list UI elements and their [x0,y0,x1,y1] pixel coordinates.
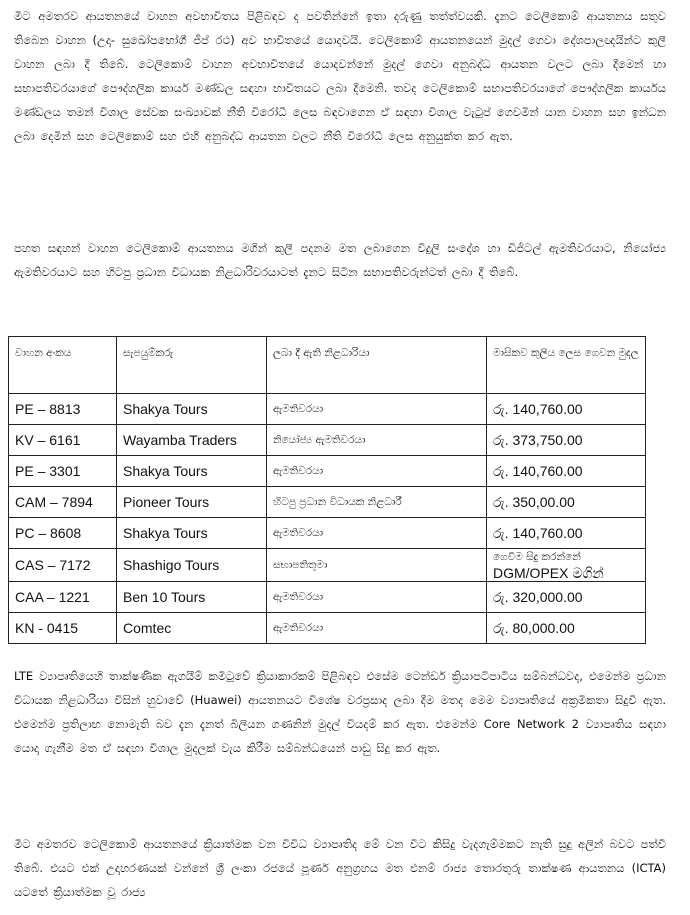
table-row [9,613,646,644]
cell-officer: ඇමතිවරයා [267,613,487,644]
cell-officer: සභාපතිතුමා [267,549,487,582]
cell-supplier: Comtec [117,613,267,644]
cell-amount: රු. 140,760.00 [487,394,646,425]
paragraph-hired-vehicles-intro: පහත සඳහන් වාහන ටෙලිකොම් ආයතනය මගින් කුලී පදනම මත ලබාගෙන විදුලි සංදේශ හා ඩිජිටල් ඇමතිවරයාට, නියෝජ්‍ය ඇමතිවරයාට සහ හිටපු ප්‍රධාන විධායක නිළධාරිවරයාටත් දැනට සිටින සභාපතිවරුන්ටත් ලබා දී තිබේ. [14,241,666,279]
paragraph-lte-project: LTE ව්‍යාපෘතියෙහි තාක්ෂණික ඇගයීම් කමිටුවේ ක්‍රියාකාරකම් පිළිබඳව එසේම ටෙන්ඩර් ක්‍රියාපටිපාටිය සම්බන්ධවද, එමෙන්ම ප්‍රධාන විධායක නිළධාරියා විසින් හුවාවේ (Huawei) ආයතනයට විශේෂ වරප්‍රසාද ලබා දීම මතද මෙම ව්‍යාපෘතියේ අක්‍රමිකතා සිදුවී ඇත. එමෙන්ම ප්‍රතිලාභ නොමැති බව දැන දැනත් බිලියන ගණනින් මුදල් වියදම් කර ඇත. එමෙන්ම Core Network 2 ව්‍යාපෘතිය සඳහා යොදා ගැනීම මත ඒ සඳහා විශාල මුදලක් වැය කිරීම සම්බන්ධයෙන් පාඩු සිදු කර ඇත. [14,669,666,755]
cell-amount: රු. 140,760.00 [487,456,646,487]
cell-supplier: Shakya Tours [117,518,267,549]
table-row [9,487,646,518]
cell-officer: නියෝජ්‍ය ඇමතිවරයා [267,425,487,456]
cell-vehicle: CAS – 7172 [9,549,117,582]
cell-vehicle: PE – 3301 [9,456,117,487]
cell-amount: රු. 140,760.00 [487,518,646,549]
cell-vehicle: KV – 6161 [9,425,117,456]
paragraph-vehicle-misuse: මීට අමතරව ආයතනයේ වාහන අවභාවිතය පිළිබඳව ද පවතින්නේ ඉතා දරුණු තත්ත්වයකි. දැනට ටෙලිකොම් ආයතනය සතුව තිබෙන වාහන (උදා- සුඛෝපභෝගී ජීප් රථ) අව භාවිතයේ යොදවයි. ටෙලිකොම් ආයතනයෙන් මුදල් ගෙවා දේශපාලඥයින්ට කුලී වාහන ලබා දී තිබේ. ටෙලිකොම් වාහන අවභාවිතයේ යොදවන්නේ මුදල් ගෙවා අනුබද්ධ ආයතන වලට ලබා දීමෙන් හා සභාපතිවරයාගේ පෞද්ගලික කාර්ය මණ්ඩල සඳහා භාවිතයට ලබා දීමෙනි. තවද ටෙලිකොම් සභාපතිවරයාගේ පෞද්ගලික කාර්යය මණ්ඩලය තමන් විශාල සේවක සංඛ්‍යාවක් නීති විරෝධී ලෙස බඳවාගෙන ඒ සඳහා විශාල වැටුප් ගෙවමින් යාන වාහන සහ ඉන්ධන ලබා දෙමින් සහ ටෙලිකොම් සහ එහි අනුබද්ධ ආයතන වලට නීති විරෝධී ලෙස අනුයුක්ත කර ඇත. [14,9,666,143]
cell-officer: ඇමතිවරයා [267,394,487,425]
table-header-row [9,337,646,394]
table-row [9,425,646,456]
paragraph-white-elephant-projects: මීට අමතරව ටෙලිකොම් ආයතනයේ ක්‍රියාත්මක වන විවිධ ව්‍යාපෘතිද මේ වන විට කිසිදු වැදගැම්මකට නැති සුදු අලින් බවට පත්වී තිබේ. එයට එක් උදාහරණයක් වන්නේ ශ්‍රී ලංකා රජයේ පූර්ණ අනුග්‍රහය මත එනම් රාජ්‍ය තොරතුරු තාක්ෂණ ආයතනය (ICTA) යටතේ ක්‍රියාත්මක වූ රාජ්‍ය [14,837,666,899]
cell-amount: රු. 80,000.00 [487,613,646,644]
cell-amount: රු. 320,000.00 [487,582,646,613]
cell-officer: ඇමතිවරයා [267,582,487,613]
cell-supplier: Shakya Tours [117,394,267,425]
cell-amount: රු. 373,750.00 [487,425,646,456]
cell-supplier: Shakya Tours [117,456,267,487]
cell-vehicle: PE – 8813 [9,394,117,425]
cell-vehicle: KN - 0415 [9,613,117,644]
cell-supplier: Pioneer Tours [117,487,267,518]
cell-supplier: Ben 10 Tours [117,582,267,613]
header-assigned-officer: ලබා දී ඇති නිළධාරියා [267,337,487,394]
cell-vehicle: CAA – 1221 [9,582,117,613]
payment-note-dept: DGM/OPEX මගින් [493,565,604,581]
header-monthly-rent: මාසිකව කුලිය ලෙස ගෙවන මුදල [487,337,646,394]
cell-supplier: Wayamba Traders [117,425,267,456]
cell-officer: ඇමතිවරයා [267,518,487,549]
table-row [9,549,646,582]
hired-vehicles-table [8,336,646,644]
table-row [9,518,646,549]
table-row [9,456,646,487]
payment-note-line: ගෙවීම සිදු කරන්නේ [493,551,581,563]
cell-officer: හිටපු ප්‍රධාන විධායක නිළධාරී [267,487,487,518]
cell-amount-note [487,549,646,582]
header-supplier: සැපයුම්කරු [117,337,267,394]
cell-officer: ඇමතිවරයා [267,456,487,487]
table-row [9,394,646,425]
cell-vehicle: PC – 8608 [9,518,117,549]
table-row [9,582,646,613]
cell-amount: රු. 350,00.00 [487,487,646,518]
cell-supplier: Shashigo Tours [117,549,267,582]
cell-vehicle: CAM – 7894 [9,487,117,518]
header-vehicle-number: වාහන අංකය [9,337,117,394]
